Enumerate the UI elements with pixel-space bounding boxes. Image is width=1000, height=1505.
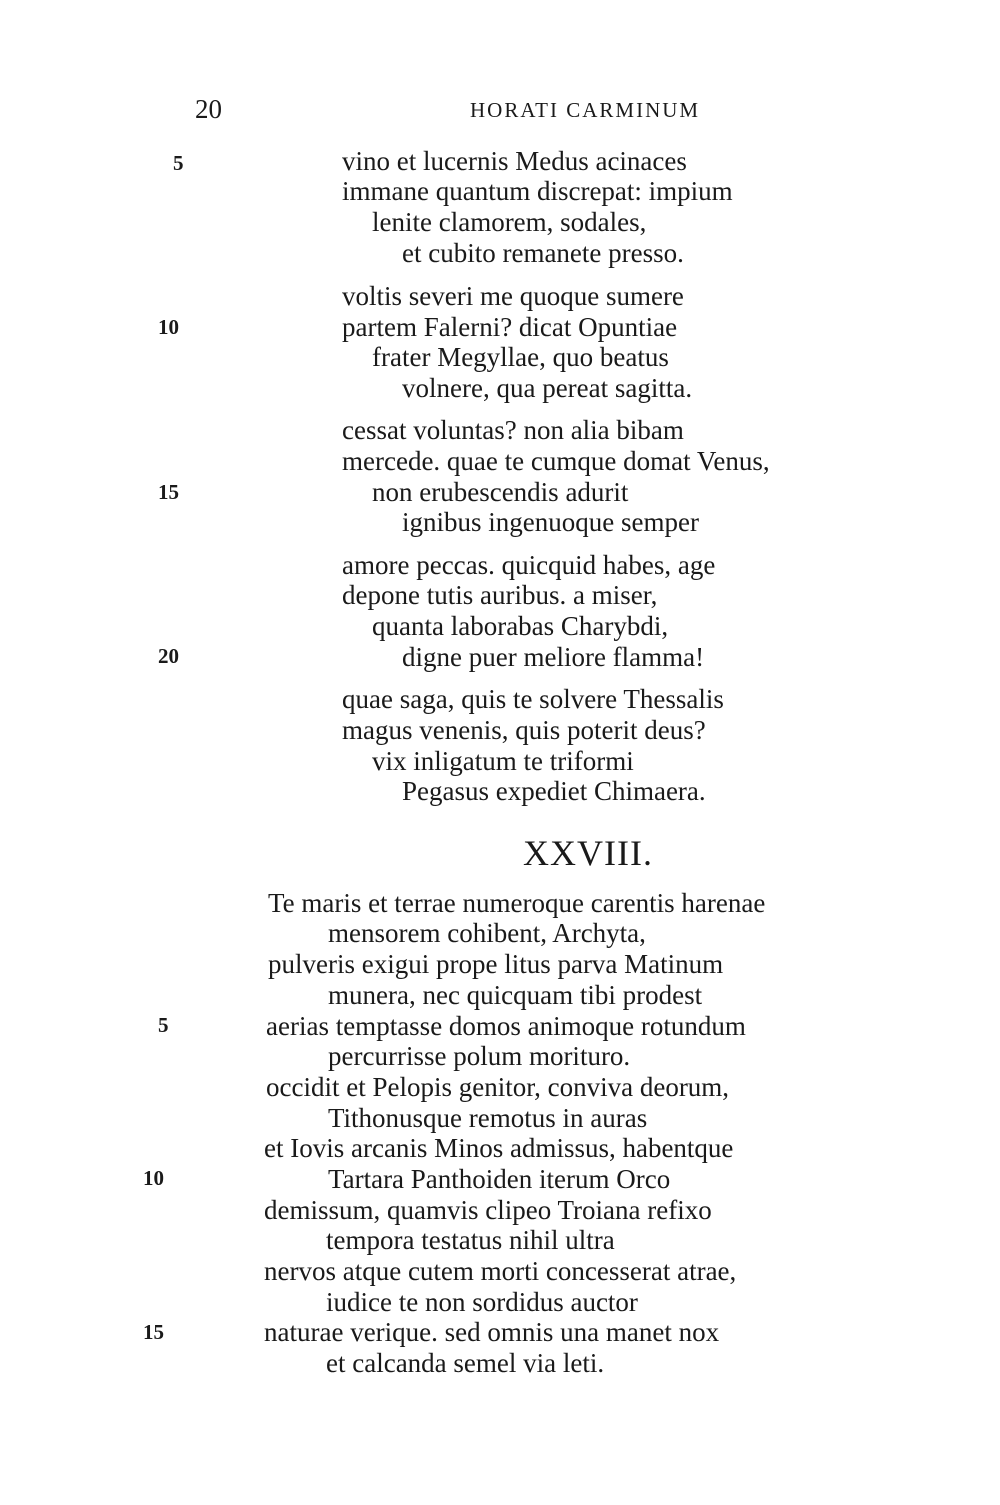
verse-line: Pegasus expediet Chimaera. xyxy=(402,776,706,806)
verse-line: Tithonusque remotus in auras xyxy=(328,1103,648,1133)
verse-line: aerias temptasse domos animoque rotundum xyxy=(266,1011,746,1041)
verse-line: iudice te non sordidus auctor xyxy=(326,1287,638,1317)
verse-line: volnere, qua pereat sagitta. xyxy=(402,373,693,403)
verse-line: et Iovis arcanis Minos admissus, habentque xyxy=(264,1133,734,1163)
verse-line: quanta laborabas Charybdi, xyxy=(372,611,669,641)
verse-line: partem Falerni? dicat Opuntiae xyxy=(342,312,678,342)
ode-title: XXVIII. xyxy=(523,833,653,873)
verse-line: depone tutis auribus. a miser, xyxy=(342,580,658,610)
verse-line: magus venenis, quis poterit deus? xyxy=(342,715,706,745)
running-title: HORATI CARMINUM xyxy=(470,98,701,122)
verse-line: digne puer meliore flamma! xyxy=(402,642,705,672)
line-number: 5 xyxy=(158,1013,169,1037)
verse-line: voltis severi me quoque sumere xyxy=(342,281,684,311)
verse-line: nervos atque cutem morti concesserat atrae, xyxy=(264,1256,737,1286)
verse-line: mercede. quae te cumque domat Venus, xyxy=(342,446,770,476)
verse-line: amore peccas. quicquid habes, age xyxy=(342,550,716,580)
line-number: 20 xyxy=(158,644,179,668)
verse-line: vino et lucernis Medus acinaces xyxy=(342,146,687,176)
line-number: 15 xyxy=(158,480,179,504)
verse-line: vix inligatum te triformi xyxy=(372,746,634,776)
verse-line: immane quantum discrepat: impium xyxy=(342,176,733,206)
verse-line: Te maris et terrae numeroque carentis harenae xyxy=(268,888,766,918)
verse-line: pulveris exigui prope litus parva Matinum xyxy=(268,949,724,979)
verse-line: naturae verique. sed omnis una manet nox xyxy=(264,1317,720,1347)
verse-line: tempora testatus nihil ultra xyxy=(326,1225,615,1255)
line-number: 10 xyxy=(143,1166,164,1190)
line-number: 5 xyxy=(173,151,184,175)
verse-line: munera, nec quicquam tibi prodest xyxy=(328,980,703,1010)
verse-line: non erubescendis adurit xyxy=(372,477,629,507)
page-number: 20 xyxy=(195,94,222,124)
verse-line: et cubito remanete presso. xyxy=(402,238,684,268)
verse-line: ignibus ingenuoque semper xyxy=(402,507,699,537)
verse-line: cessat voluntas? non alia bibam xyxy=(342,415,684,445)
verse-line: et calcanda semel via leti. xyxy=(326,1348,605,1378)
line-number: 15 xyxy=(143,1320,164,1344)
line-number: 10 xyxy=(158,315,179,339)
verse-line: occidit et Pelopis genitor, conviva deorum, xyxy=(266,1072,730,1102)
verse-line: frater Megyllae, quo beatus xyxy=(372,342,669,372)
verse-line: demissum, quamvis clipeo Troiana refixo xyxy=(264,1195,712,1225)
verse-line: mensorem cohibent, Archyta, xyxy=(328,918,646,948)
verse-line: percurrisse polum morituro. xyxy=(328,1041,631,1071)
verse-line: quae saga, quis te solvere Thessalis xyxy=(342,684,724,714)
verse-line: Tartara Panthoiden iterum Orco xyxy=(328,1164,671,1194)
verse-line: lenite clamorem, sodales, xyxy=(372,207,647,237)
